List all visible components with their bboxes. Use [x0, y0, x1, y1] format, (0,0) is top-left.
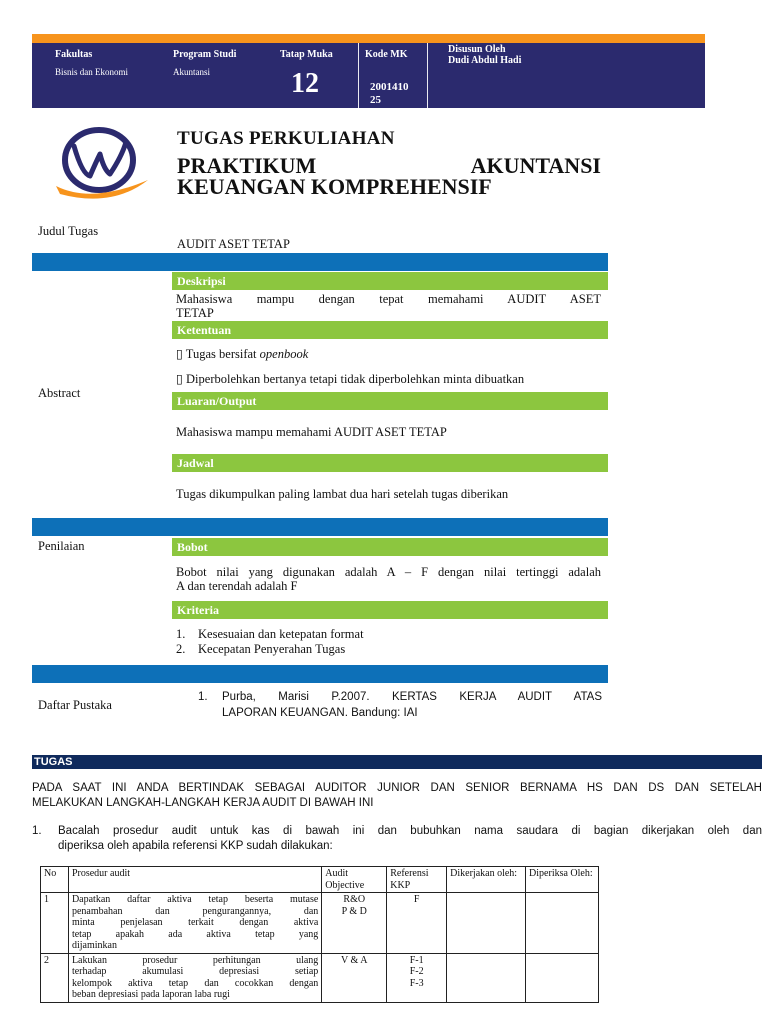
pustaka-line1: Purba, Marisi P.2007. KERTAS KERJA AUDIT ATAS [222, 691, 602, 703]
kriteria-item-number: 1. [176, 627, 186, 641]
section-divider-bar [32, 253, 608, 271]
audit-procedure-table [40, 866, 599, 1003]
table-header-cell: Audit Objective [322, 867, 387, 893]
question-number: 1. [32, 825, 42, 837]
section-divider-bar [32, 665, 608, 683]
tugas-intro-line2: MELAKUKAN LANGKAH-LANGKAH KERJA AUDIT DI BAWAH INI [32, 797, 374, 809]
abstract-label: Abstract [38, 386, 81, 400]
procedure-line: kelompok aktiva tetap dan cocokkan dengan [71, 977, 319, 989]
author-name: Dudi Abdul Hadi [448, 55, 522, 66]
section-divider-bar [32, 518, 608, 536]
question-line1: Bacalah prosedur audit untuk kas di bawah ini dan bubuhkan nama saudara di bagian dikerjakan oleh dan [58, 825, 762, 837]
objective-cell [322, 893, 387, 954]
objective-value: V & A [341, 954, 368, 966]
kriteria-item-text: Kesesuaian dan ketepatan format [198, 627, 364, 641]
table-row [41, 893, 599, 954]
table-header-cell: Prosedur audit [68, 867, 321, 893]
daftar-pustaka-label: Daftar Pustaka [38, 698, 112, 712]
row-number: 1 [41, 893, 69, 954]
pustaka-line2: LAPORAN KEUANGAN. Bandung: IAI [222, 707, 418, 719]
placeholder-glyph-icon: ▯ [176, 372, 183, 386]
objective-value: R&O [343, 894, 366, 905]
meeting-number: 12 [291, 68, 319, 99]
table-row [41, 953, 599, 1002]
deskripsi-heading: Deskripsi [172, 272, 608, 290]
reference-value: F-1 [409, 954, 424, 966]
deskripsi-text-line2: TETAP [176, 306, 214, 320]
bobot-heading: Bobot [172, 538, 608, 556]
done-by-cell[interactable] [447, 893, 526, 954]
deskripsi-text-line1: Mahasiswa mampu dengan tepat memahami AUDIT ASET [176, 292, 601, 306]
table-header-row [41, 867, 599, 893]
course-title-line1: PRAKTIKUM AKUNTANSI [177, 153, 601, 178]
program-label: Program Studi [173, 49, 237, 60]
luaran-heading: Luaran/Output [172, 392, 608, 410]
checked-by-cell[interactable] [526, 953, 599, 1002]
meeting-label: Tatap Muka [280, 49, 333, 60]
table-header-cell: Diperiksa Oleh: [526, 867, 599, 893]
course-code-label: Kode MK [365, 49, 408, 60]
kriteria-item-text: Kecepatan Penyerahan Tugas [198, 642, 346, 656]
procedure-line: penambahan dan pengurangannya, dan [71, 905, 319, 917]
procedure-line: Dapatkan daftar aktiva tetap beserta mutase [71, 894, 319, 905]
checked-by-cell[interactable] [526, 893, 599, 954]
reference-cell [387, 893, 447, 954]
course-code-line1: 2001410 [370, 81, 409, 93]
objective-cell [322, 953, 387, 1002]
reference-value: F-2 [409, 966, 424, 977]
procedure-line: minta penjelasan terkait dengan aktiva [71, 917, 319, 928]
author-label: Disusun Oleh [448, 44, 506, 55]
assignment-heading: TUGAS PERKULIAHAN [177, 128, 395, 149]
kriteria-item [176, 627, 364, 642]
course-code-line2: 25 [370, 94, 381, 106]
pustaka-number: 1. [198, 691, 208, 703]
luaran-text: Mahasiswa mampu memahami AUDIT ASET TETAP [176, 425, 447, 439]
procedure-cell [68, 953, 321, 1002]
procedure-line: Lakukan prosedur perhitungan ulang [71, 954, 319, 966]
row-number: 2 [41, 953, 69, 1002]
placeholder-glyph-icon: ▯ [176, 347, 183, 361]
course-header [32, 43, 705, 108]
jadwal-heading: Jadwal [172, 454, 608, 472]
university-logo [52, 124, 152, 208]
ketentuan-item-2 [176, 371, 524, 387]
ketentuan-heading: Ketentuan [172, 321, 608, 339]
procedure-line: beban depresiasi pada laporan laba rugi [71, 989, 230, 1000]
table-header-cell: Dikerjakan oleh: [447, 867, 526, 893]
bobot-text-line1: Bobot nilai yang digunakan adalah A – F dengan nilai tertinggi adalah [176, 565, 601, 579]
reference-cell [387, 953, 447, 1002]
table-header-cell: Referensi KKP [387, 867, 447, 893]
judul-label: Judul Tugas [38, 224, 99, 238]
header-divider [427, 43, 428, 108]
judul-value: AUDIT ASET TETAP [177, 237, 290, 251]
kriteria-item [176, 642, 345, 657]
question-line2: diperiksa oleh apabila referensi KKP sudah dilakukan: [58, 840, 333, 852]
program-value: Akuntansi [173, 67, 210, 77]
course-title-line2: KEUANGAN KOMPREHENSIF [177, 174, 492, 199]
reference-value: F-3 [409, 977, 424, 989]
faculty-value: Bisnis dan Ekonomi [55, 67, 129, 77]
procedure-line: tetap apakah ada aktiva tetap yang [71, 928, 319, 940]
header-orange-stripe [32, 34, 705, 43]
faculty-label: Fakultas [55, 49, 93, 60]
bobot-text-line2: A dan terendah adalah F [176, 579, 298, 593]
procedure-line: dijaminkan [71, 940, 117, 951]
header-divider [358, 43, 359, 108]
kriteria-heading: Kriteria [172, 601, 608, 619]
tugas-heading-bar: TUGAS [32, 755, 762, 769]
table-header-cell: No [41, 867, 69, 893]
ketentuan-item-1-italic: openbook [259, 347, 309, 361]
jadwal-text: Tugas dikumpulkan paling lambat dua hari setelah tugas diberikan [176, 487, 509, 501]
done-by-cell[interactable] [447, 953, 526, 1002]
reference-value: F [413, 894, 420, 905]
tugas-intro-line1: PADA SAAT INI ANDA BERTINDAK SEBAGAI AUDITOR JUNIOR DAN SENIOR BERNAMA HS DAN DS DAN SETELAH [32, 782, 762, 794]
ketentuan-item-1 [176, 346, 308, 362]
ketentuan-item-1-text: Tugas bersifat [182, 347, 260, 361]
procedure-line: terhadap akumulasi depresiasi setiap [71, 966, 319, 977]
penilaian-label: Penilaian [38, 539, 85, 553]
ketentuan-item-2-text: Diperbolehkan bertanya tetapi tidak diperbolehkan minta dibuatkan [182, 372, 525, 386]
objective-value: P & D [341, 905, 367, 917]
kriteria-item-number: 2. [176, 642, 186, 656]
procedure-cell [68, 893, 321, 954]
